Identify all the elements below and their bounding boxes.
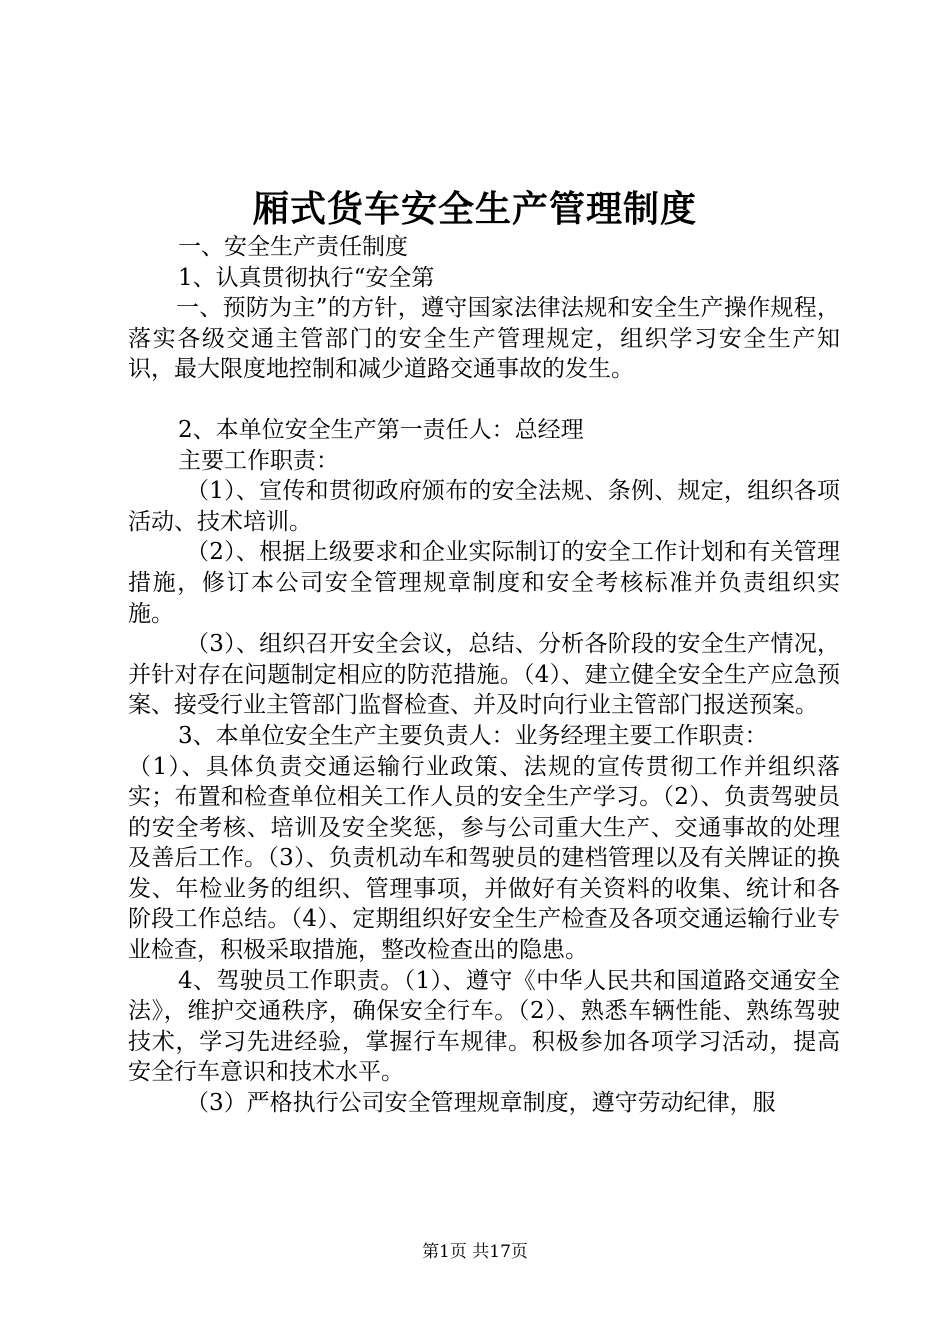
- page-number: 第1页 共17页: [422, 1242, 528, 1262]
- paragraph-item-1-body: 一、预防为主”的方针，遵守国家法律法规和安全生产操作规程，落实各级交通主管部门的安全生产管理规定，组织学习安全生产知识，最大限度地控制和减少道路交通事故的发生。: [128, 295, 840, 383]
- document-body: [128, 232, 840, 1119]
- paragraph-item-1-start: 1、认真贯彻执行“安全第: [178, 264, 435, 291]
- paragraph-duties-heading: 主要工作职责：: [178, 447, 339, 474]
- paragraph-item-2: 2、本单位安全生产第一责任人：总经理: [178, 416, 584, 443]
- paragraph-section-heading: 一、安全生产责任制度: [178, 234, 408, 260]
- paragraph-item-3-duties: （1）、具体负责交通运输行业政策、法规的宣传贯彻工作并组织落实；布置和检查单位相关工作人员的安全生产学习。（2）、负责驾驶员的安全考核、培训及安全奖惩，参与公司重大生产、交通事故的处理及善后工作。（3）、负责机动车和驾驶员的建档管理以及有关牌证的换发、年检业务的组织、管理事项，并做好有关资料的收集、统计和各阶段工作总结。（4）、定期组织好安全生产检查及各项交通运输行业专业检查，积极采取措施，整改检查出的隐患。: [128, 753, 840, 964]
- paragraph-item-4-duty-3: （3）严格执行公司安全管理规章制度，遵守劳动纪律，服: [186, 1090, 776, 1117]
- paragraph-item-4: 4、驾驶员工作职责。（1）、遵守《中华人民共和国道路交通安全法》，维护交通秩序，确保安全行车。（2）、熟悉车辆性能、熟练驾驶技术，学习先进经验，掌握行车规律。积极参加各项学习活动，提高安全行车意识和技术水平。: [128, 967, 840, 1086]
- paragraph-item-3: 3、本单位安全生产主要负责人：业务经理主要工作职责：: [178, 722, 768, 749]
- paragraph-duty-2: （2）、根据上级要求和企业实际制订的安全工作计划和有关管理措施，修订本公司安全管理规章制度和安全考核标准并负责组织实施。: [128, 539, 840, 627]
- paragraph-duty-1: （1）、宣传和贯彻政府颁布的安全法规、条例、规定，组织各项活动、技术培训。: [128, 478, 840, 535]
- paragraph-duty-3-4: （3）、组织召开安全会议，总结、分析各阶段的安全生产情况，并针对存在问题制定相应的防范措施。（4）、建立健全安全生产应急预案、接受行业主管部门监督检查、并及时向行业主管部门报送预案。: [128, 631, 840, 719]
- document-title: 厢式货车安全生产管理制度: [252, 188, 697, 230]
